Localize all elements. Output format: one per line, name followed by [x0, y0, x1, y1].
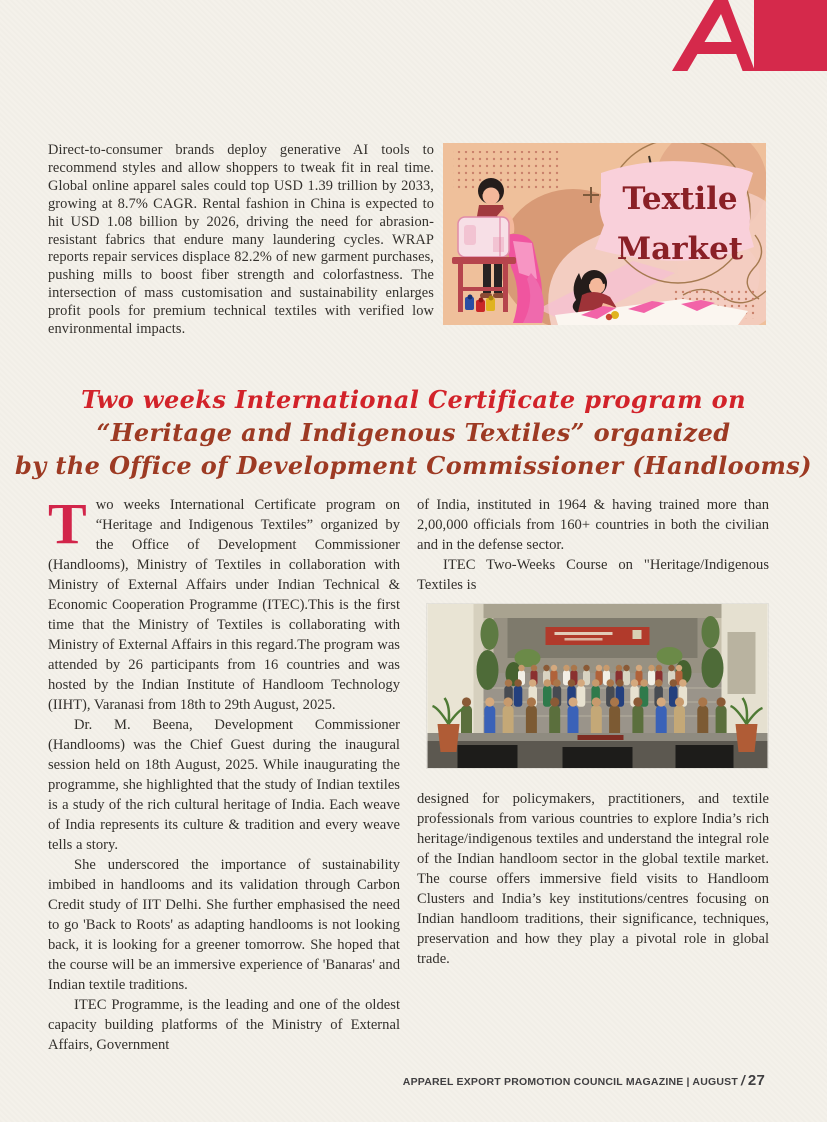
footer-text: APPAREL EXPORT PROMOTION COUNCIL MAGAZINE | AUGUST [402, 1076, 738, 1088]
paragraph-beena: Dr. M. Beena, Development Commissioner (Handlooms) was the Chief Guest during the inaugural session held on 18th August, 2025. While inaugurating the programme, she highlighted that the study of Indian textiles is a study of the rich cultural heritage of India. Each weave of India represents its culture & tradition and every weave tells a story. [48, 717, 400, 853]
page-number: 27 [747, 1072, 765, 1089]
right-column [417, 495, 769, 1055]
paragraph-itec: ITEC Programme, is the leading and one of the oldest capacity building platforms of the Ministry of External Affairs, Government [48, 997, 400, 1053]
group-photo [427, 604, 768, 768]
illustration-title-line2: Market [616, 231, 744, 267]
headline-line2: “Heritage and Indigenous Textiles” organized [96, 418, 731, 447]
article-body [48, 491, 769, 1055]
footer-separator: / [740, 1073, 745, 1088]
paragraph-lead-text: wo weeks International Certificate program on “Heritage and Indigenous Textiles” organized by the Office of Development Commissioner (Handlooms), Ministry of Textiles in collaboration with Ministry of External Affairs under Indian Technical & Economic Cooperation Programme (ITEC).This is the first time that the Ministry of Textiles is collaborating with Ministry of External Affairs in this regard.The program was attended by 26 participants from 16 countries and was hosted by the Indian Institute of Handloom Technology (IIHT), Varanasi from 18th to 29th August, 2025. [48, 497, 400, 713]
group-photo-floor [428, 733, 768, 768]
intro-paragraph: Direct-to-consumer brands deploy generative AI tools to recommend styles and allow shoppers to tweak fit in real time. Global online apparel sales could top USD 1.39 trillion by 2033, growing at 8.7% CAGR. Rental fashion in China is expected to hit USD 1.08 billion by 2026, driving the need for abrasion-resistant fabrics that endure many laundering cycles. WRAP reports repair services displace 82.2% of new garment purchases, pushing mills to boost fiber strength and colorfastness. The intersection of mass customisation and sustainability enlarges profit pools for premium technical textiles with verified low environmental impacts. [48, 142, 434, 338]
paragraph-course: ITEC Two-Weeks Course on "Heritage/Indigenous Textiles is [417, 557, 769, 593]
apparel-a-logo [670, 0, 827, 72]
group-photo-banner [546, 627, 650, 645]
paragraph-designed: designed for policymakers, practitioners, and textile professionals from various countries to explore India’s rich heritage/indigenous textiles and understand the integral role of the Indian handloom sector in the global textile market. The course offers immersive field visits to Handloom Clusters and India’s key institutions/centres focusing on Indian handloom traditions, their significance, techniques, preservation and how they play a pivotal role in global trade. [417, 791, 769, 967]
paragraph-lead [48, 491, 400, 715]
article-headline [0, 383, 827, 482]
left-column [48, 491, 400, 1055]
headline-line1: Two weeks International Certificate program on [81, 385, 746, 414]
headline-line3: by the Office of Development Commissioner (Handlooms) [15, 451, 812, 480]
drop-cap: T [48, 491, 87, 556]
letter-a-icon [672, 0, 827, 71]
paragraph-sustainability: She underscored the importance of sustainability imbibed in handlooms and its validation through Carbon Credit study of IIT Delhi. She further emphasised the need to go 'Back to Roots' as adapting handlooms is not looking back, it is looking for a greener tomorrow. She hoped that the course will be an immersive experience of 'Banaras' and Indian textile traditions. [48, 857, 400, 993]
paragraph-india: of India, instituted in 1964 & having trained more than 2,00,000 officials from 160+ countries in both the civilian and in the defense sector. [417, 497, 769, 553]
textile-market-illustration [443, 143, 766, 325]
illustration-title-line1: Textile [622, 181, 738, 217]
page-footer [403, 1072, 765, 1089]
